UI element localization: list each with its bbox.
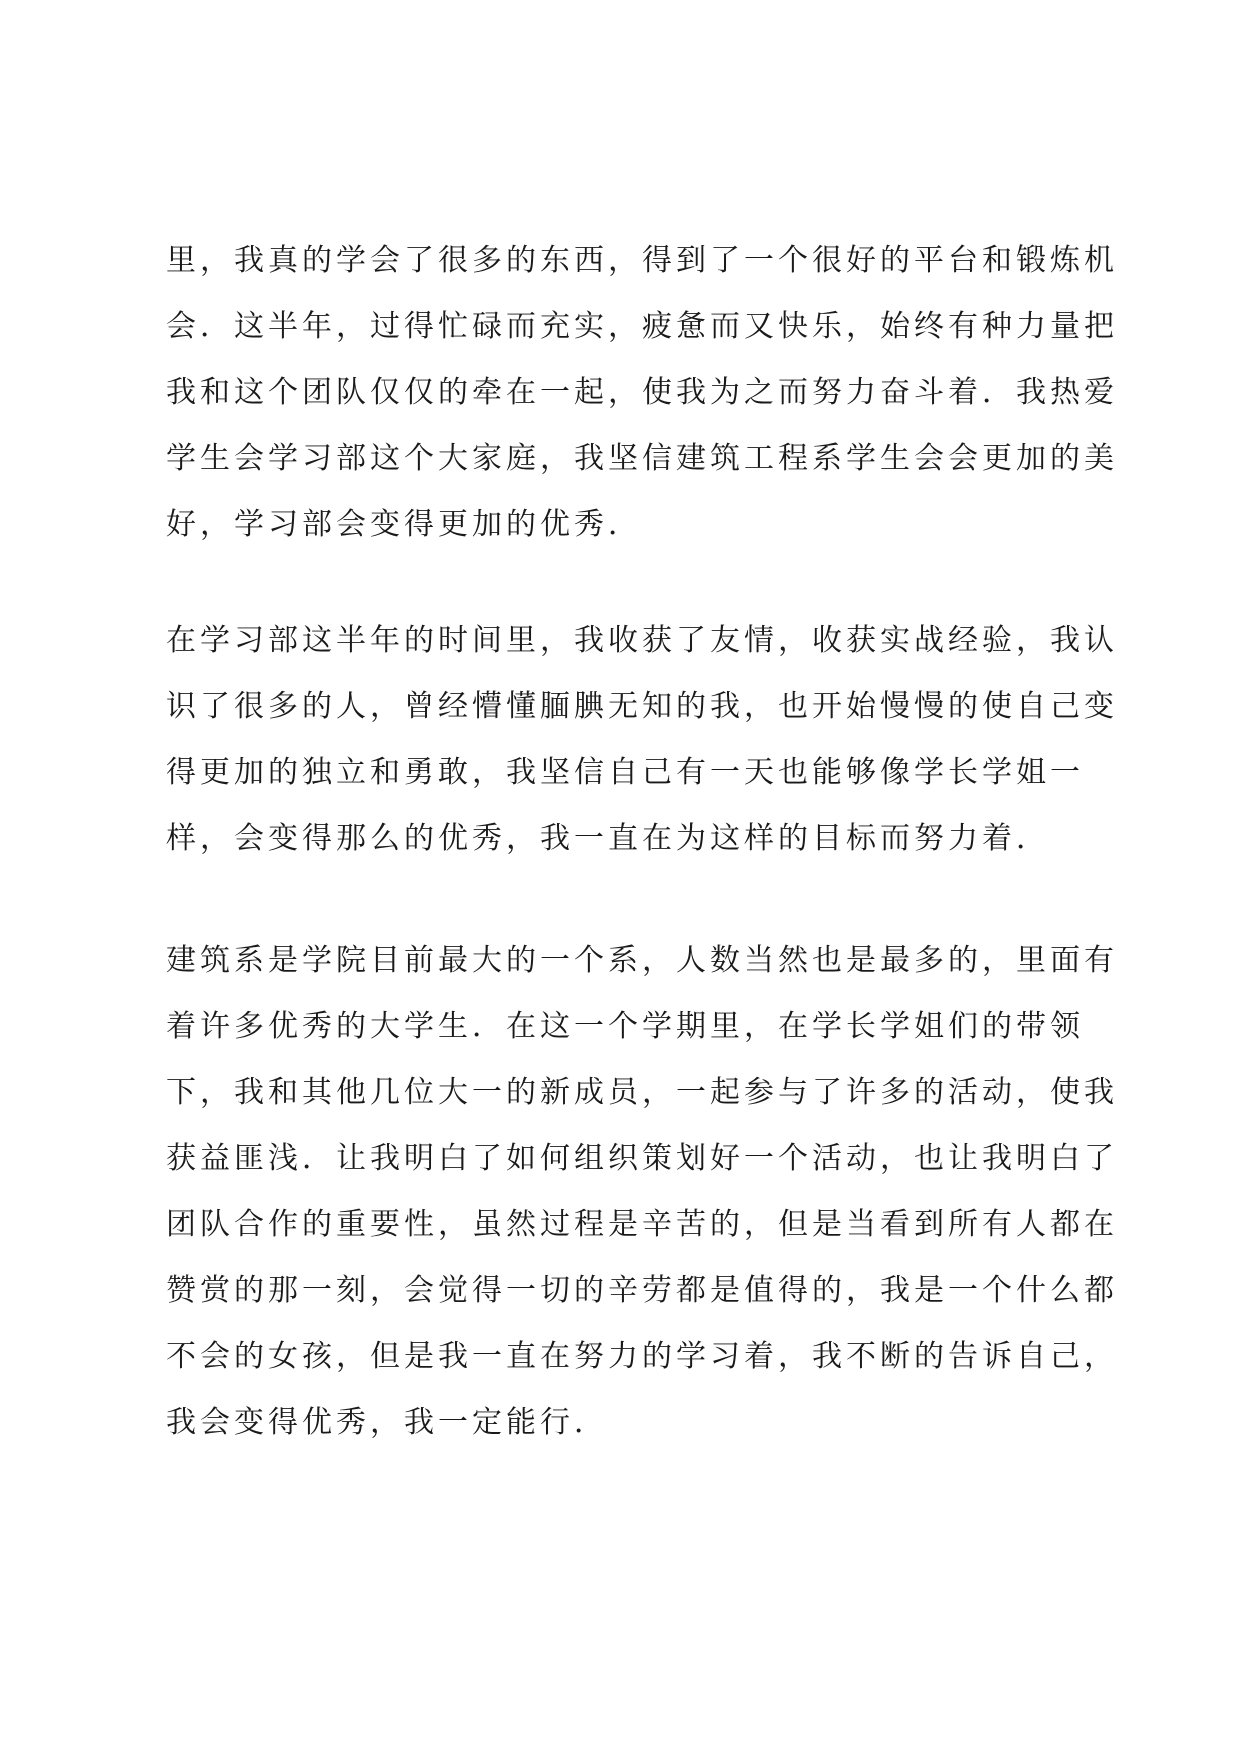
paragraph-line: 在学习部这半年的时间里，我收获了友情，收获实战经验，我认 (166, 623, 1118, 658)
paragraph-line: 团队合作的重要性，虽然过程是辛苦的，但是当看到所有人都在 (166, 1207, 1118, 1242)
paragraph-line: 赞赏的那一刻，会觉得一切的辛劳都是值得的，我是一个什么都 (166, 1273, 1118, 1308)
paragraph-line: 建筑系是学院目前最大的一个系，人数当然也是最多的，里面有 (166, 943, 1118, 978)
paragraph-line: 下，我和其他几位大一的新成员，一起参与了许多的活动，使我 (166, 1075, 1118, 1110)
paragraph-line: 我会变得优秀，我一定能行． (166, 1405, 608, 1440)
paragraph-line: 不会的女孩，但是我一直在努力的学习着，我不断的告诉自己， (166, 1339, 1118, 1374)
paragraph-line: 学生会学习部这个大家庭，我坚信建筑工程系学生会会更加的美 (166, 441, 1118, 476)
paragraph-1 (166, 228, 1118, 558)
paragraph-2 (166, 608, 1118, 872)
paragraph-line: 样，会变得那么的优秀，我一直在为这样的目标而努力着． (166, 821, 1050, 856)
paragraph-line: 得更加的独立和勇敢，我坚信自己有一天也能够像学长学姐一 (166, 755, 1084, 790)
paragraph-3 (166, 928, 1118, 1456)
paragraph-line: 会．这半年，过得忙碌而充实，疲惫而又快乐，始终有种力量把 (166, 309, 1118, 344)
paragraph-line: 里，我真的学会了很多的东西，得到了一个很好的平台和锻炼机 (166, 243, 1118, 278)
paragraph-line: 着许多优秀的大学生．在这一个学期里，在学长学姐们的带领 (166, 1009, 1084, 1044)
paragraph-line: 获益匪浅．让我明白了如何组织策划好一个活动，也让我明白了 (166, 1141, 1118, 1176)
paragraph-line: 好，学习部会变得更加的优秀． (166, 507, 642, 542)
paragraph-line: 我和这个团队仅仅的牵在一起，使我为之而努力奋斗着．我热爱 (166, 375, 1118, 410)
paragraph-line: 识了很多的人，曾经懵懂腼腆无知的我，也开始慢慢的使自己变 (166, 689, 1118, 724)
